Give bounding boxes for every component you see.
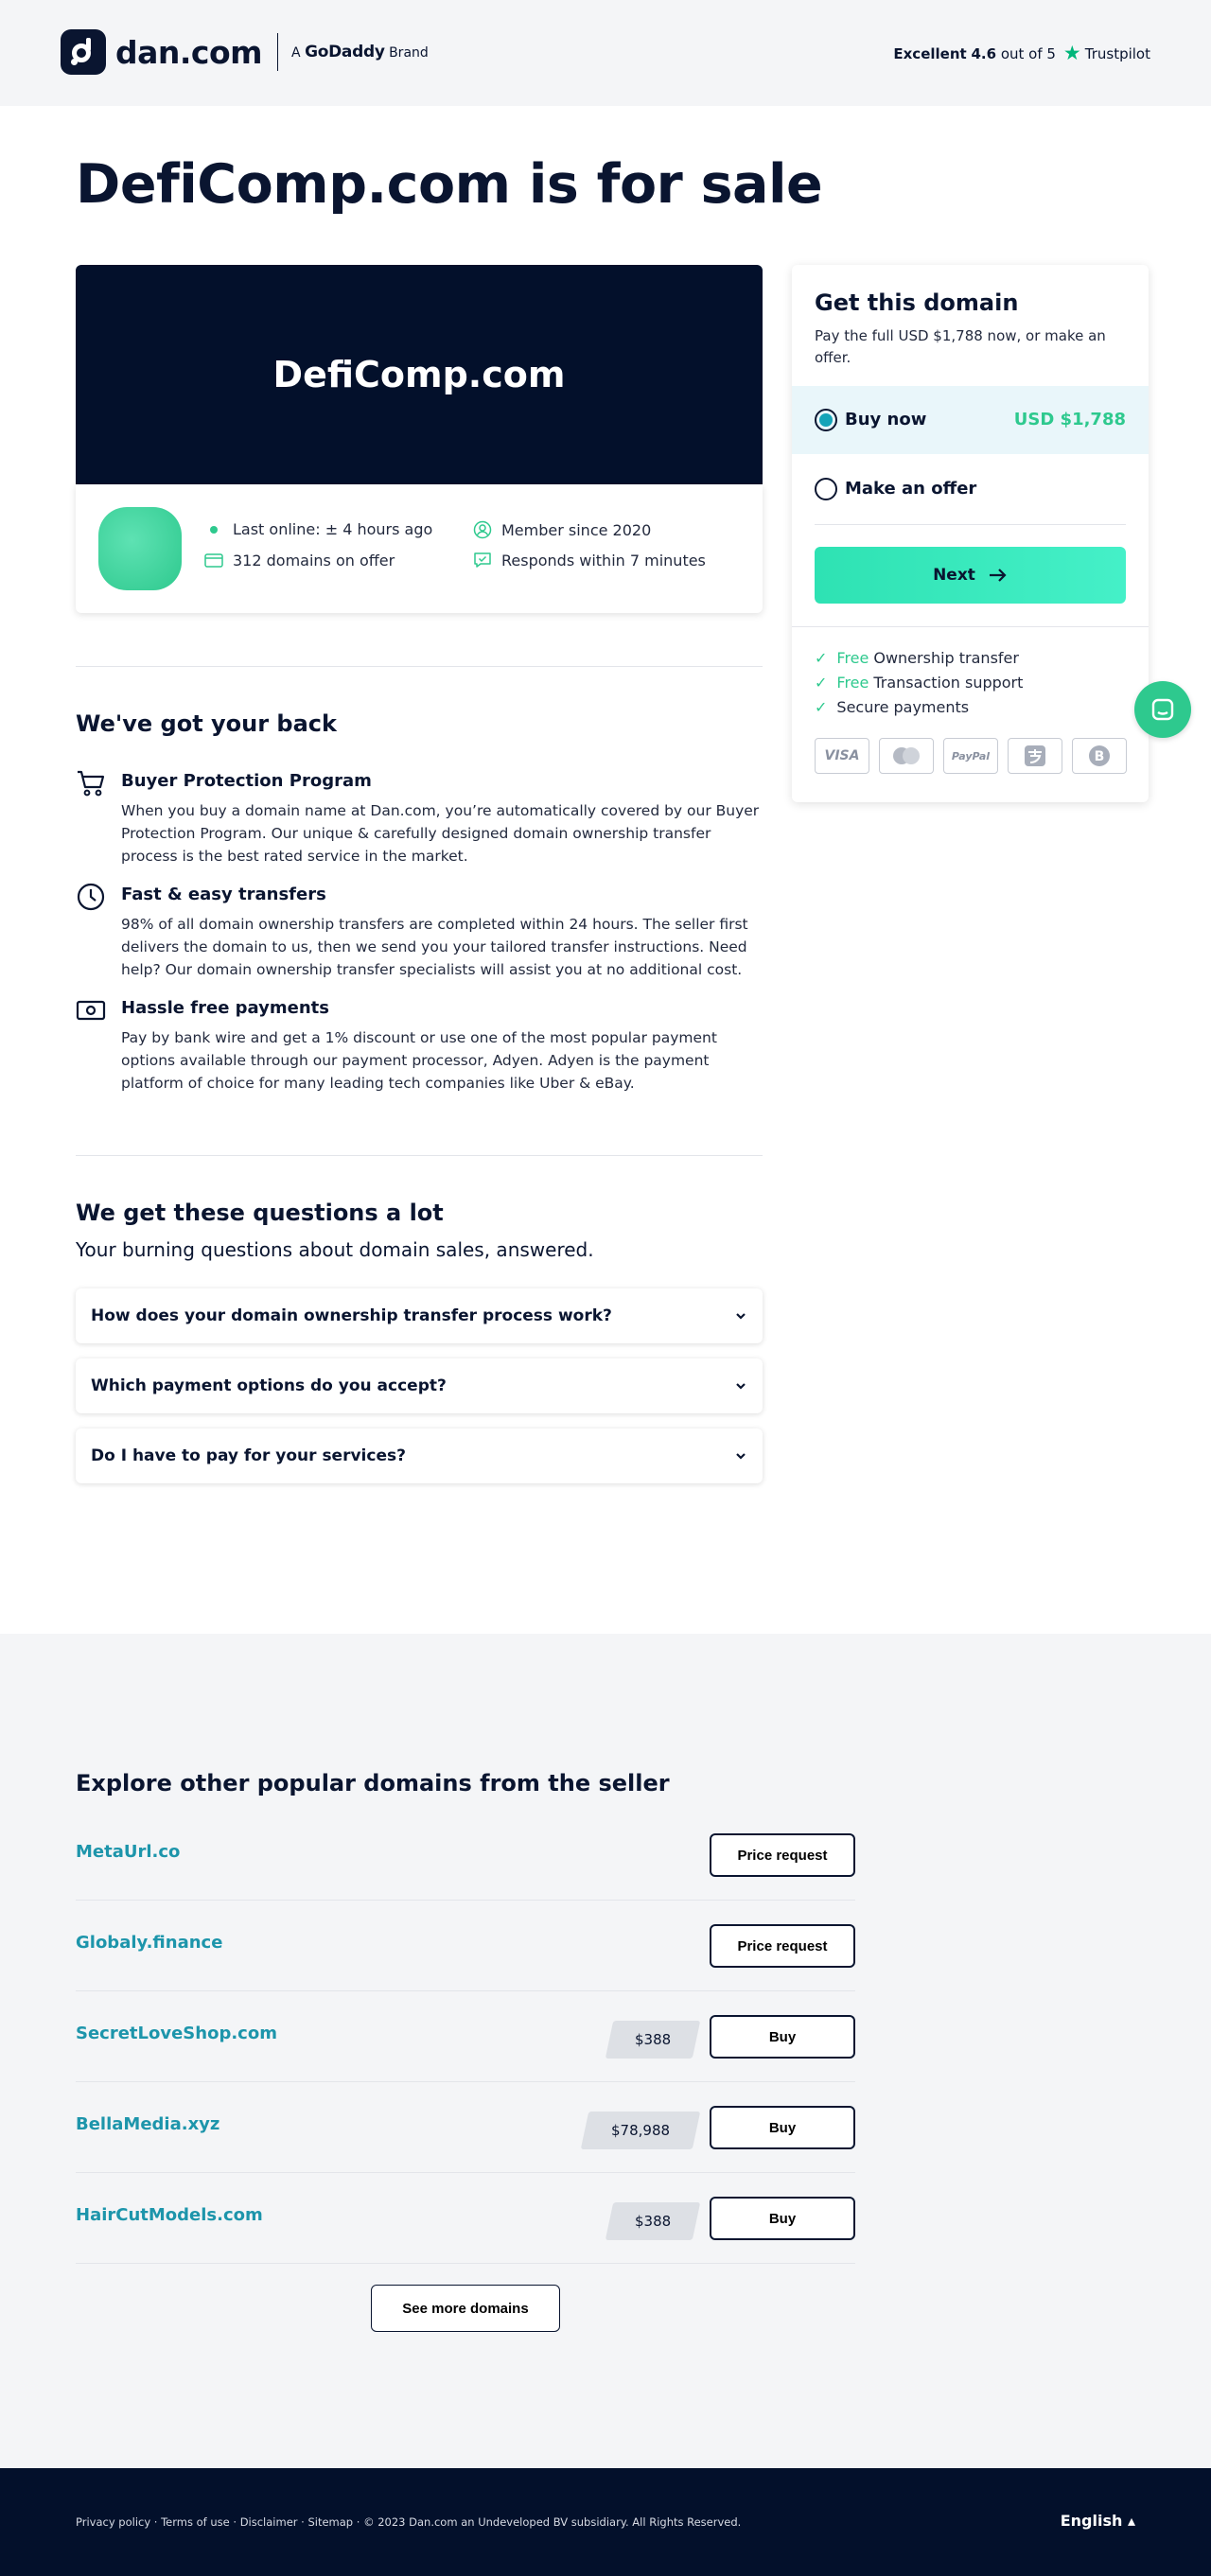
perk-transaction: ✓ Free Transaction support bbox=[815, 674, 1024, 692]
visa-icon: VISA bbox=[815, 738, 869, 774]
feature-text: Pay by bank wire and get a 1% discount or use one of the most popular payment options available through our payment processor, Adyen. Adyen is the payment platform of choice for many leading tech companies like Uber & eBay. bbox=[121, 1029, 717, 1092]
domain-link[interactable]: MetaUrl.co bbox=[76, 1842, 181, 1862]
card-icon bbox=[204, 551, 223, 570]
trustpilot-star-icon: ★ bbox=[1062, 42, 1081, 64]
chat-button[interactable] bbox=[1134, 681, 1191, 738]
feature-title: Fast & easy transfers bbox=[121, 885, 326, 904]
domain-hero-banner bbox=[76, 265, 763, 484]
domain-row bbox=[76, 2173, 855, 2264]
language-selector[interactable]: English ▴ bbox=[1060, 2512, 1135, 2530]
online-dot-icon bbox=[210, 526, 218, 534]
caret-up-icon: ▴ bbox=[1127, 2512, 1135, 2530]
chat-icon bbox=[1150, 696, 1176, 723]
alipay-icon bbox=[1008, 738, 1062, 774]
feature-title: Hassle free payments bbox=[121, 998, 329, 1018]
feature-title: Buyer Protection Program bbox=[121, 771, 372, 791]
user-icon bbox=[473, 520, 492, 539]
domain-link[interactable]: BellaMedia.xyz bbox=[76, 2114, 220, 2134]
card-divider bbox=[815, 524, 1126, 525]
svg-text:B: B bbox=[1094, 749, 1105, 764]
domain-row bbox=[76, 2082, 855, 2173]
faq-item[interactable] bbox=[76, 1358, 763, 1413]
purchase-heading: Get this domain bbox=[815, 289, 1019, 316]
card-divider bbox=[792, 626, 1149, 627]
check-icon: ✓ bbox=[815, 649, 828, 667]
price-tag: $388 bbox=[606, 2021, 701, 2059]
clock-icon bbox=[76, 882, 106, 912]
hero-domain: DefiComp.com bbox=[272, 354, 566, 395]
purchase-card bbox=[792, 265, 1149, 802]
domains-on-offer: 312 domains on offer bbox=[204, 551, 395, 570]
arrow-right-icon bbox=[989, 568, 1008, 583]
godaddy-wordmark: GoDaddy bbox=[305, 43, 385, 61]
chevron-down-icon bbox=[734, 1379, 747, 1393]
price-tag: $388 bbox=[606, 2202, 701, 2240]
banknote-icon bbox=[76, 995, 106, 1025]
footer-legal-links[interactable]: Privacy policy · Terms of use · Disclaimer · Sitemap · © 2023 Dan.com an Undeveloped BV subsidiary. All Rights Reserved. bbox=[76, 2515, 742, 2529]
trustpilot-rating[interactable]: Excellent 4.6 out of 5 ★ Trustpilot bbox=[893, 42, 1150, 64]
chat-check-icon bbox=[473, 551, 492, 570]
faq-item[interactable] bbox=[76, 1428, 763, 1483]
last-online: Last online: ± 4 hours ago bbox=[204, 520, 432, 538]
site-footer bbox=[0, 2468, 1211, 2576]
domain-link[interactable]: HairCutModels.com bbox=[76, 2205, 263, 2225]
section-divider bbox=[76, 666, 763, 667]
seller-info-card bbox=[76, 484, 763, 613]
buy-button[interactable]: Buy bbox=[710, 2015, 855, 2059]
domain-row bbox=[76, 1901, 855, 1991]
bitcoin-icon bbox=[1072, 738, 1127, 774]
perk-secure: ✓ Secure payments bbox=[815, 698, 970, 716]
brand-tagline: A GoDaddy Brand bbox=[291, 43, 429, 61]
buy-button[interactable]: Buy bbox=[710, 2197, 855, 2240]
faq-subheading: Your burning questions about domain sales, answered. bbox=[76, 1238, 594, 1261]
site-header bbox=[0, 0, 1211, 106]
trustpilot-name: Trustpilot bbox=[1084, 44, 1150, 62]
faq-heading: We get these questions a lot bbox=[76, 1200, 444, 1226]
faq-question: Do I have to pay for your services? bbox=[91, 1446, 406, 1465]
check-icon: ✓ bbox=[815, 698, 828, 716]
make-offer-label: Make an offer bbox=[845, 479, 977, 499]
buy-button[interactable]: Buy bbox=[710, 2106, 855, 2149]
member-since: Member since 2020 bbox=[473, 520, 651, 539]
price-request-button[interactable]: Price request bbox=[710, 1924, 855, 1968]
dan-logo-icon bbox=[61, 29, 106, 75]
logo-text: dan.com bbox=[115, 33, 263, 71]
domain-link[interactable]: Globaly.finance bbox=[76, 1933, 223, 1953]
feature-text: When you buy a domain name at Dan.com, you’re automatically covered by our Buyer Protection Program. Our unique & carefully designed domain ownership transfer process is the best rated service in the market. bbox=[121, 802, 760, 865]
explore-section bbox=[0, 1634, 1211, 2468]
chevron-down-icon bbox=[734, 1309, 747, 1323]
domain-row bbox=[76, 1810, 855, 1901]
response-time: Responds within 7 minutes bbox=[473, 551, 706, 570]
feature-text: 98% of all domain ownership transfers are completed within 24 hours. The seller first delivers the domain to us, then we send you your tailored transfer instructions. Need help? Our domain ownership transfer specialists will assist you at no additional cost. bbox=[121, 916, 748, 978]
explore-heading: Explore other popular domains from the seller bbox=[76, 1770, 670, 1796]
seller-avatar bbox=[98, 507, 182, 590]
logo-divider bbox=[277, 33, 278, 71]
faq-item[interactable] bbox=[76, 1288, 763, 1343]
faq-question: How does your domain ownership transfer process work? bbox=[91, 1306, 612, 1325]
mastercard-icon bbox=[879, 738, 934, 774]
page-title: DefiComp.com is for sale bbox=[76, 153, 823, 216]
buy-now-price: USD $1,788 bbox=[1013, 410, 1126, 429]
section-divider bbox=[76, 1155, 763, 1156]
cart-icon bbox=[76, 768, 106, 798]
make-offer-radio[interactable] bbox=[815, 478, 837, 500]
check-icon: ✓ bbox=[815, 674, 828, 692]
dan-logo[interactable] bbox=[61, 29, 429, 75]
domain-row bbox=[76, 1991, 855, 2082]
paypal-icon: PayPal bbox=[943, 738, 998, 774]
price-tag: $78,988 bbox=[581, 2112, 701, 2149]
see-more-domains-button[interactable]: See more domains bbox=[371, 2285, 560, 2332]
price-request-button[interactable]: Price request bbox=[710, 1833, 855, 1877]
trust-score: 4.6 bbox=[971, 44, 997, 62]
buy-now-radio[interactable] bbox=[815, 409, 837, 431]
perk-ownership: ✓ Free Ownership transfer bbox=[815, 649, 1019, 667]
buy-now-option[interactable] bbox=[792, 386, 1149, 454]
buy-now-label: Buy now bbox=[845, 410, 927, 429]
domain-link[interactable]: SecretLoveShop.com bbox=[76, 2024, 277, 2043]
chevron-down-icon bbox=[734, 1449, 747, 1463]
next-button[interactable]: Next bbox=[815, 547, 1126, 604]
back-heading: We've got your back bbox=[76, 710, 337, 737]
faq-question: Which payment options do you accept? bbox=[91, 1376, 447, 1395]
purchase-description: Pay the full USD $1,788 now, or make an offer. bbox=[815, 327, 1106, 366]
